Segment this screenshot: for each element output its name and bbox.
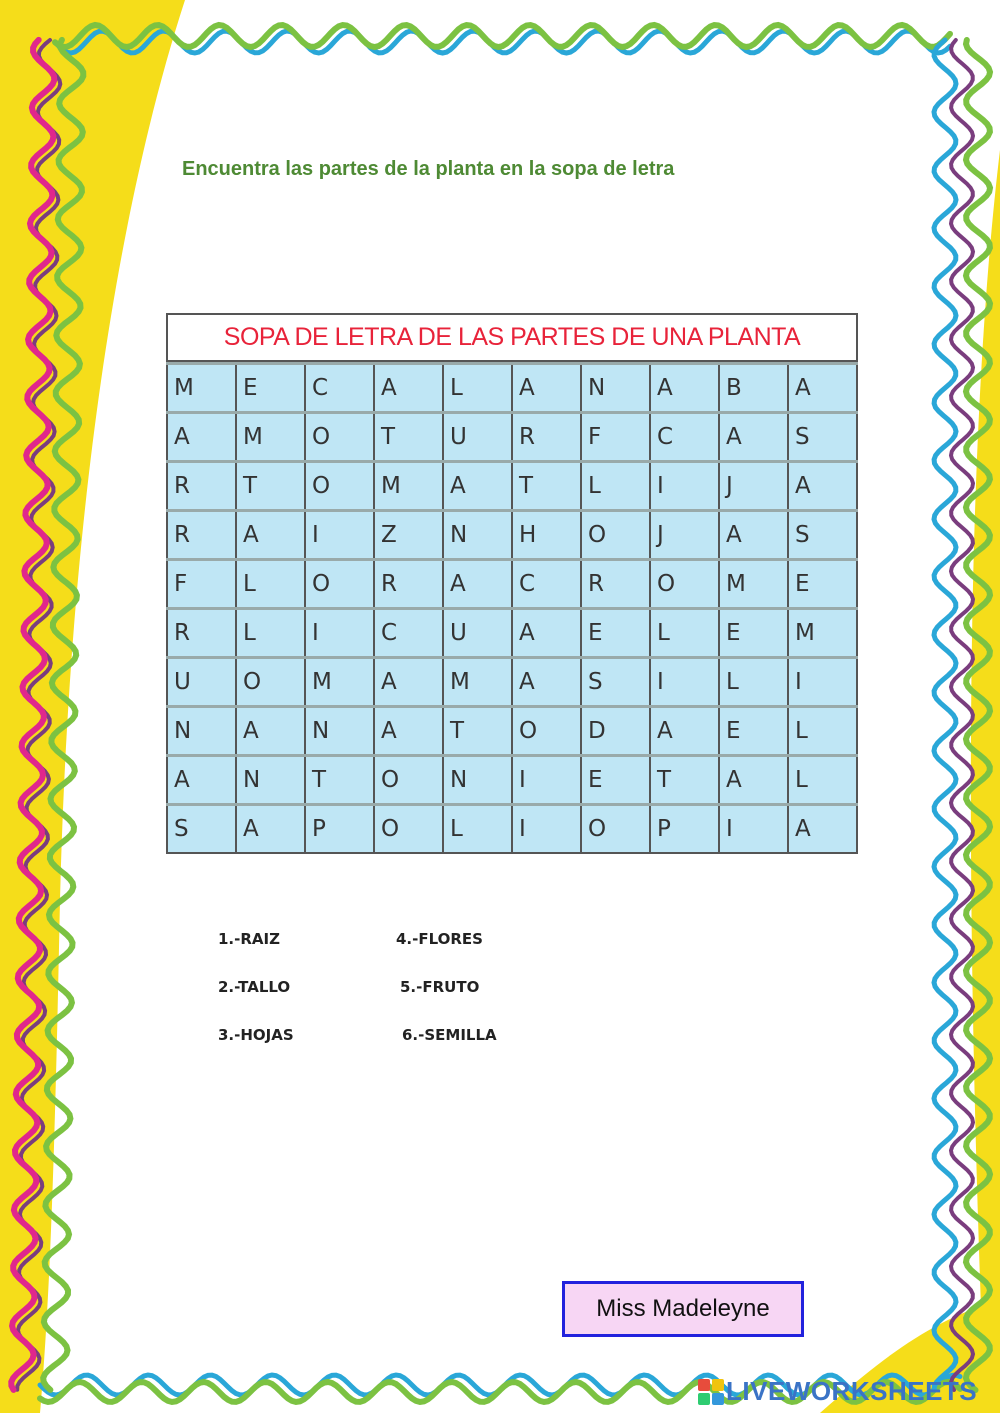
- word-item: 3.-HOJAS: [218, 1026, 294, 1044]
- grid-cell[interactable]: A: [443, 560, 512, 609]
- grid-cell[interactable]: H: [512, 511, 581, 560]
- grid-cell[interactable]: T: [512, 462, 581, 511]
- word-item: 4.-FLORES: [396, 930, 483, 948]
- grid-cell[interactable]: O: [512, 707, 581, 756]
- grid-cell[interactable]: C: [512, 560, 581, 609]
- grid-cell[interactable]: L: [443, 805, 512, 854]
- grid-cell[interactable]: E: [719, 609, 788, 658]
- grid-cell[interactable]: L: [236, 560, 305, 609]
- grid-cell[interactable]: E: [236, 364, 305, 413]
- grid-cell[interactable]: A: [374, 364, 443, 413]
- liveworksheets-logo-icon: [698, 1379, 724, 1405]
- grid-cell[interactable]: N: [305, 707, 374, 756]
- grid-cell[interactable]: A: [236, 805, 305, 854]
- grid-row: [167, 756, 857, 805]
- grid-cell[interactable]: A: [374, 707, 443, 756]
- grid-cell[interactable]: I: [650, 462, 719, 511]
- grid-cell[interactable]: N: [443, 511, 512, 560]
- grid-cell[interactable]: R: [512, 413, 581, 462]
- grid-cell[interactable]: O: [305, 560, 374, 609]
- grid-cell[interactable]: N: [167, 707, 236, 756]
- grid-row: [167, 805, 857, 854]
- grid-cell[interactable]: E: [581, 756, 650, 805]
- grid-cell[interactable]: R: [581, 560, 650, 609]
- grid-row: [167, 462, 857, 511]
- grid-row: [167, 511, 857, 560]
- grid-cell[interactable]: O: [581, 511, 650, 560]
- grid-cell[interactable]: A: [236, 511, 305, 560]
- puzzle-title: SOPA DE LETRA DE LAS PARTES DE UNA PLANTA: [166, 313, 858, 362]
- grid-cell[interactable]: S: [788, 511, 857, 560]
- grid-cell[interactable]: E: [581, 609, 650, 658]
- letter-grid: [166, 362, 858, 854]
- grid-cell[interactable]: Z: [374, 511, 443, 560]
- grid-cell[interactable]: R: [167, 609, 236, 658]
- grid-cell[interactable]: U: [167, 658, 236, 707]
- grid-cell[interactable]: I: [512, 805, 581, 854]
- grid-cell[interactable]: M: [236, 413, 305, 462]
- grid-row: [167, 560, 857, 609]
- grid-cell[interactable]: S: [167, 805, 236, 854]
- right-wave-blue: [934, 40, 956, 1390]
- grid-cell[interactable]: T: [650, 756, 719, 805]
- grid-cell[interactable]: A: [167, 756, 236, 805]
- grid-cell[interactable]: M: [167, 364, 236, 413]
- grid-cell[interactable]: A: [374, 658, 443, 707]
- grid-cell[interactable]: A: [236, 707, 305, 756]
- grid-cell[interactable]: O: [650, 560, 719, 609]
- grid-cell[interactable]: A: [167, 413, 236, 462]
- grid-cell[interactable]: I: [788, 658, 857, 707]
- grid-cell[interactable]: A: [512, 364, 581, 413]
- grid-cell[interactable]: C: [374, 609, 443, 658]
- grid-cell[interactable]: O: [374, 805, 443, 854]
- grid-cell[interactable]: J: [650, 511, 719, 560]
- grid-cell[interactable]: A: [788, 364, 857, 413]
- grid-cell[interactable]: I: [650, 658, 719, 707]
- grid-cell[interactable]: L: [788, 756, 857, 805]
- word-item: 5.-FRUTO: [400, 978, 480, 996]
- grid-cell[interactable]: A: [719, 413, 788, 462]
- grid-cell[interactable]: C: [650, 413, 719, 462]
- word-item: 6.-SEMILLA: [402, 1026, 497, 1044]
- grid-cell[interactable]: L: [788, 707, 857, 756]
- grid-row: [167, 658, 857, 707]
- grid-cell[interactable]: A: [512, 609, 581, 658]
- grid-cell[interactable]: P: [650, 805, 719, 854]
- grid-cell[interactable]: E: [719, 707, 788, 756]
- grid-cell[interactable]: N: [236, 756, 305, 805]
- grid-cell[interactable]: A: [443, 462, 512, 511]
- grid-cell[interactable]: A: [788, 462, 857, 511]
- grid-cell[interactable]: S: [788, 413, 857, 462]
- grid-cell[interactable]: T: [236, 462, 305, 511]
- grid-cell[interactable]: F: [167, 560, 236, 609]
- left-wave-purple: [17, 40, 60, 1390]
- grid-cell[interactable]: A: [650, 707, 719, 756]
- grid-cell[interactable]: I: [305, 511, 374, 560]
- grid-cell[interactable]: E: [788, 560, 857, 609]
- grid-cell[interactable]: P: [305, 805, 374, 854]
- grid-cell[interactable]: O: [581, 805, 650, 854]
- grid-cell[interactable]: L: [719, 658, 788, 707]
- grid-cell[interactable]: O: [374, 756, 443, 805]
- grid-cell[interactable]: I: [305, 609, 374, 658]
- grid-cell[interactable]: U: [443, 609, 512, 658]
- grid-cell[interactable]: I: [719, 805, 788, 854]
- grid-cell[interactable]: A: [719, 511, 788, 560]
- grid-cell[interactable]: A: [788, 805, 857, 854]
- grid-cell[interactable]: T: [374, 413, 443, 462]
- grid-row: [167, 707, 857, 756]
- brand-name: LIVEWORKSHEETS: [726, 1376, 978, 1406]
- grid-cell[interactable]: U: [443, 413, 512, 462]
- word-item: 1.-RAIZ: [218, 930, 280, 948]
- grid-cell[interactable]: L: [581, 462, 650, 511]
- grid-cell[interactable]: M: [305, 658, 374, 707]
- instruction-text: Encuentra las partes de la planta en la sopa de letra: [182, 158, 675, 180]
- grid-cell[interactable]: D: [581, 707, 650, 756]
- grid-cell[interactable]: R: [167, 462, 236, 511]
- grid-cell[interactable]: M: [374, 462, 443, 511]
- grid-cell[interactable]: M: [443, 658, 512, 707]
- word-search-puzzle: [166, 313, 858, 854]
- grid-cell[interactable]: A: [650, 364, 719, 413]
- grid-cell[interactable]: F: [581, 413, 650, 462]
- grid-cell[interactable]: S: [581, 658, 650, 707]
- liveworksheets-brand[interactable]: [698, 1376, 977, 1407]
- grid-cell[interactable]: J: [719, 462, 788, 511]
- grid-cell[interactable]: O: [305, 462, 374, 511]
- grid-cell[interactable]: M: [788, 609, 857, 658]
- grid-row: [167, 364, 857, 413]
- grid-cell[interactable]: N: [581, 364, 650, 413]
- grid-cell[interactable]: B: [719, 364, 788, 413]
- grid-cell[interactable]: R: [374, 560, 443, 609]
- grid-cell[interactable]: I: [512, 756, 581, 805]
- grid-cell[interactable]: L: [650, 609, 719, 658]
- word-item: 2.-TALLO: [218, 978, 291, 996]
- grid-cell[interactable]: L: [443, 364, 512, 413]
- top-wave-green: [55, 25, 950, 47]
- grid-cell[interactable]: C: [305, 364, 374, 413]
- grid-cell[interactable]: T: [305, 756, 374, 805]
- grid-cell[interactable]: A: [719, 756, 788, 805]
- grid-cell[interactable]: A: [512, 658, 581, 707]
- grid-row: [167, 413, 857, 462]
- grid-row: [167, 609, 857, 658]
- grid-cell[interactable]: L: [236, 609, 305, 658]
- grid-cell[interactable]: R: [167, 511, 236, 560]
- grid-cell[interactable]: O: [236, 658, 305, 707]
- grid-cell[interactable]: T: [443, 707, 512, 756]
- grid-cell[interactable]: M: [719, 560, 788, 609]
- author-signature-box: Miss Madeleyne: [562, 1281, 804, 1337]
- grid-cell[interactable]: N: [443, 756, 512, 805]
- grid-cell[interactable]: O: [305, 413, 374, 462]
